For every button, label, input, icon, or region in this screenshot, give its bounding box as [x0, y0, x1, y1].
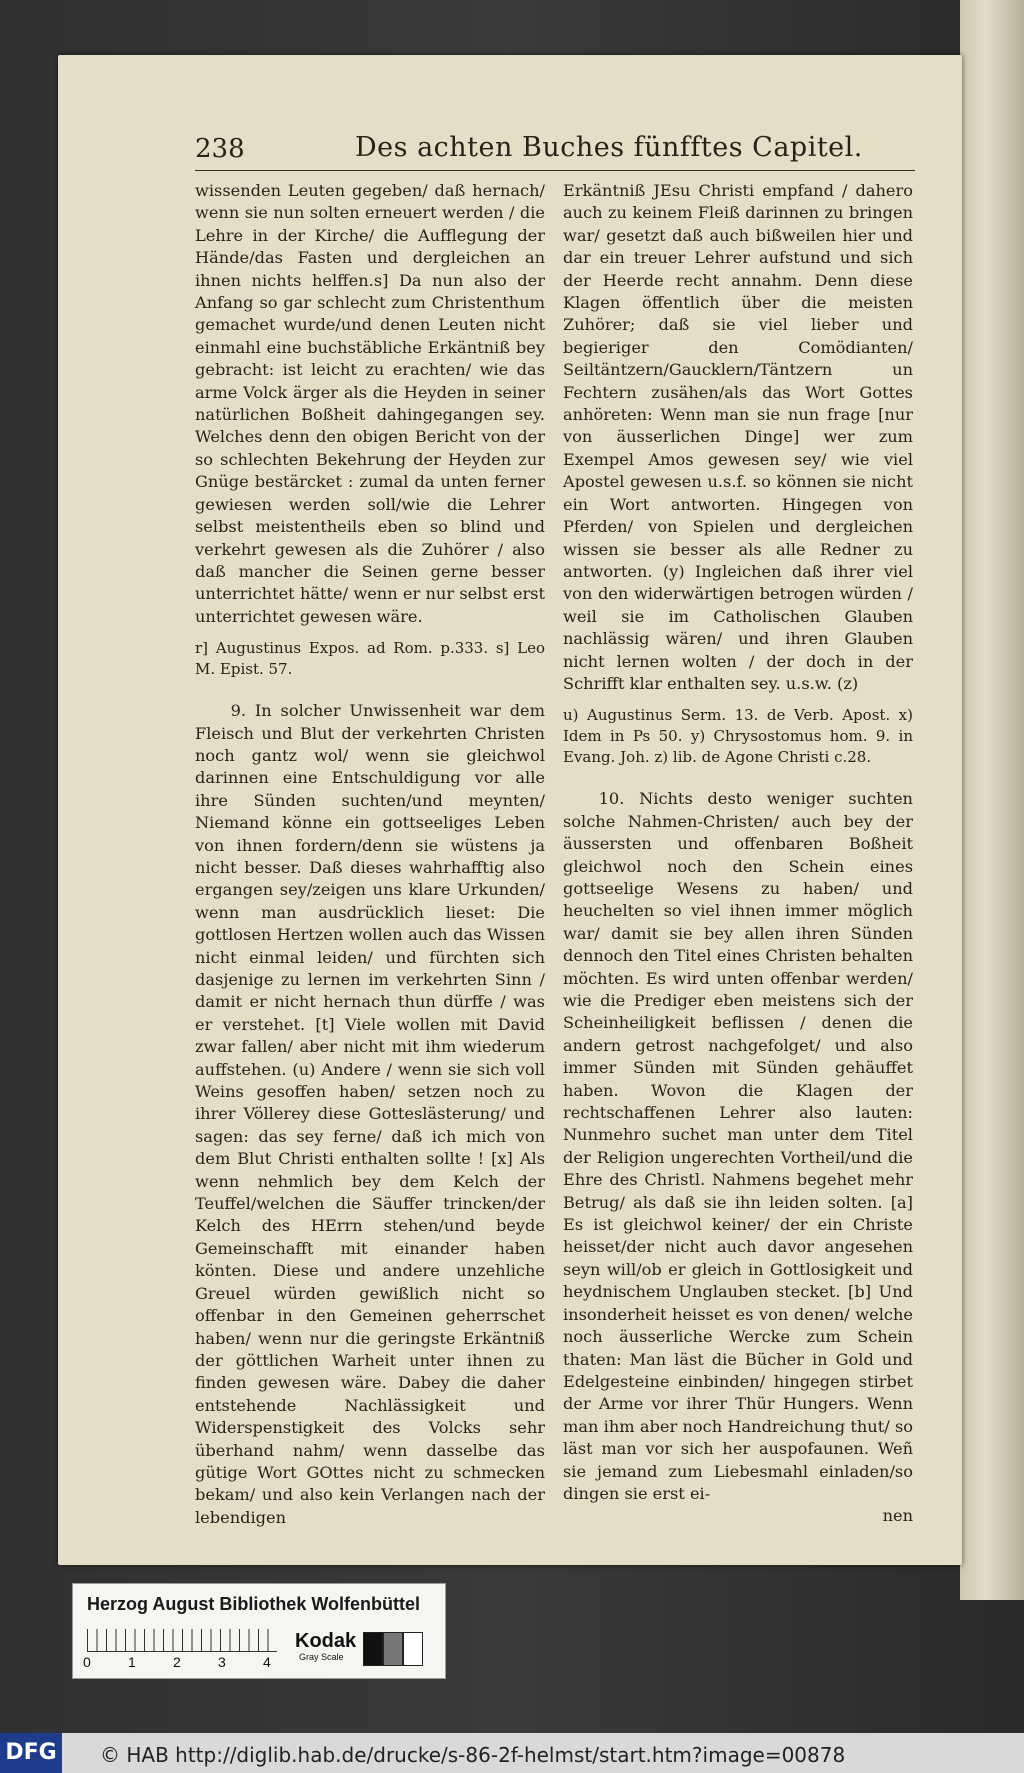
catchword: nen — [882, 1506, 913, 1526]
left-column — [195, 180, 545, 1529]
ruler-number: 4 — [263, 1654, 271, 1670]
left-paragraph-1: wissenden Leuten gegeben/ daß hernach/ wenn sie nun solten erneuert werden / die Lehre in der Kirche/ die Aufflegung der Hände/das Fasten und dergleichen an ihnen nichts helffen.s] Da nun also der Anfang so gar schlecht zum Christenthum gemachet wurde/und denen Leuten nicht einmahl eine buchstäbliche Erkäntniß bey gebracht: ist leicht zu erachten/ wie das arme Volck ärger als die Heyden in seiner natürlichen Boßheit dahingegangen sey. Welches denn den obigen Bericht von der so schlechten Bekehrung der Heyden zur Gnüge bestärcket : zumal da unten ferner gewiesen werden soll/wie die Lehrer selbst meistentheils eben so blind und verkehrt gewesen als die Zuhörer / also daß mancher die Seinen gerne besser unterrichtet hätte/ wenn er nur selbst erst unterrichtet gewesen wäre. — [195, 181, 545, 626]
dfg-logo: DFG — [0, 1733, 62, 1773]
white-swatch — [403, 1632, 423, 1666]
right-column — [563, 180, 913, 1528]
right-paragraph-1: Erkäntniß JEsu Christi empfand / dahero auch zu keinem Fleiß darinnen zu bringen war/ gesetzt daß auch bißweilen hier und dar ein treuer Lehrer aufstund und sich der Heerde recht annahm. Denn diese Klagen öffentlich über die meisten Zuhörer; daß sie viel lieber und begieriger den Comödianten/ Seiltäntzern/Gaucklern/Täntzern un Fechtern zusähen/als das Wort Gottes anhöreten: Wenn man sie nun frage [nur von äusserlichen Dinge] wer zum Exempel Amos gewesen sey/ wie viel Apostel gewesen u.s.f. so können sie nicht ein Wort antworten. Hingegen von Pferden/ von Spielen und dergleichen wissen sie besser als alle Redner zu antworten. (y) Ingleichen daß ihrer viel von den widerwärtigen betrogen würden / weil sie im Catholischen Glauben nachlässig wären/ und ihren Glauben nicht lernen wolten / der doch in der Schrifft klar enthalten sey. u.s.w. (z) — [563, 181, 913, 693]
ruler-number: 3 — [218, 1654, 226, 1670]
ruler-number: 1 — [128, 1654, 136, 1670]
kodak-logo: Kodak — [295, 1630, 357, 1652]
page-edge — [960, 0, 1024, 1600]
page-number: 238 — [195, 134, 245, 164]
ruler-number: 2 — [173, 1654, 181, 1670]
running-head: Des achten Buches fünfftes Capitel. — [355, 132, 863, 163]
copyright-link[interactable]: © HAB http://diglib.hab.de/drucke/s-86-2f-helmst/start.htm?image=00878 — [100, 1743, 846, 1767]
gray-swatch — [383, 1632, 403, 1666]
institution-name: Herzog August Bibliothek Wolfenbüttel — [87, 1594, 420, 1614]
scale-ruler — [87, 1629, 277, 1652]
right-paragraph-2: 10. Nichts desto weniger suchten solche Nahmen-Christen/ auch bey der äussersten und offenbaren Boßheit gleichwol noch den Schein eines gottseelige Wesens zu haben/ und heuchelten so viel ihnen immer möglich war/ damit sie bey allen ihren Sünden dennoch den Titel eines Christen behalten möchten. Es wird unten offenbar werden/ wie die Prediger eben meistens sich der Scheinheiligkeit beflissen / denen die andern getrost nachgefolget/ und also immer Sünden mit Sünden gehäuffet haben. Wovon die Klagen der rechtschaffenen Lehrer also lauten: Nunmehro suchet man unter dem Titel der Religion ungerechten Vortheil/und die Ehre des Christl. Nahmens begehet mehr Betrug/ als daß sie ihn leiden solten. [a] Es ist gleichwol keiner/ der ein Christe heisset/der nicht auch davor angesehen seyn will/ob er gleich in Gottlosigkeit und heydnischem Unglauben stecket. [b] Und insonderheit heisset es von denen/ welche noch äusserliche Wercke zum Schein thaten: Man läst die Bücher in Gold und Edelgesteine einbinden/ hingegen stirbet der Arme vor ihrer Thür Hungers. Wenn man ihm aber noch Handreichung thut/ so läst man vor sich her auspofaunen. Weñ sie jemand zum Liebesmahl einladen/so dingen sie erst ei- — [563, 789, 913, 1503]
color-calibration-card — [72, 1583, 446, 1679]
black-swatch — [363, 1632, 383, 1666]
gray-scale-label: Gray Scale — [299, 1652, 344, 1662]
right-footnotes: u) Augustinus Serm. 13. de Verb. Apost. x) Idem in Ps 50. y) Chrysostomus hom. 9. in Evang. Joh. z) lib. de Agone Christi c.28. — [563, 706, 913, 767]
page-header — [195, 130, 915, 171]
ruler-number: 0 — [83, 1654, 91, 1670]
left-footnotes: r] Augustinus Expos. ad Rom. p.333. s] Leo M. Epist. 57. — [195, 639, 545, 679]
left-paragraph-2: 9. In solcher Unwissenheit war dem Fleisch und Blut der verkehrten Christen noch gantz wol/ wenn sie gleichwol darinnen eine Entschuldigung vor alle ihre Sünden suchten/und meynten/ Niemand könne ein gottseeliges Leben von ihnen fordern/denn sie wüstens ja nicht besser. Daß dieses wahrhafftig also ergangen sey/zeigen uns klare Urkunden/ wenn man ausdrücklich lieset: Die gottlosen Hertzen wollen auch das Wissen nicht einmal leiden/ und fürchten sich dasjenige zu lernen im verkehrten Sinn / damit er nicht hernach thun dürffe / was er verstehet. [t] Viele wollen mit David zwar fallen/ aber nicht mit ihm wiederum auffstehen. (u) Andere / wenn sie sich voll Weins gesoffen haben/ setzen noch zu ihrer Völlerey diese Gotteslästerung/ und sagen: das sey ferne/ daß ich mich von dem Blut Christi enthalten sollte ! [x] Als wenn nehmlich bey dem Kelch der Teuffel/welchen die Säuffer trincken/der Kelch des HErrn stehen/und beyde Gemeinschafft mit einander haben könten. Diese und andere unzehliche Greuel würden gewißlich nicht so offenbar in den Gemeinen geherrschet haben/ wenn nur die geringste Erkäntniß der göttlichen Warheit unter ihnen zu finden gewesen wäre. Dabey die daher entstehende Nachlässigkeit und Widerspenstigkeit des Volcks sehr überhand nahm/ wenn dasselbe das gütige Wort GOttes nicht zu schmecken bekam/ und also kein Verlangen nach der lebendigen — [195, 701, 545, 1527]
